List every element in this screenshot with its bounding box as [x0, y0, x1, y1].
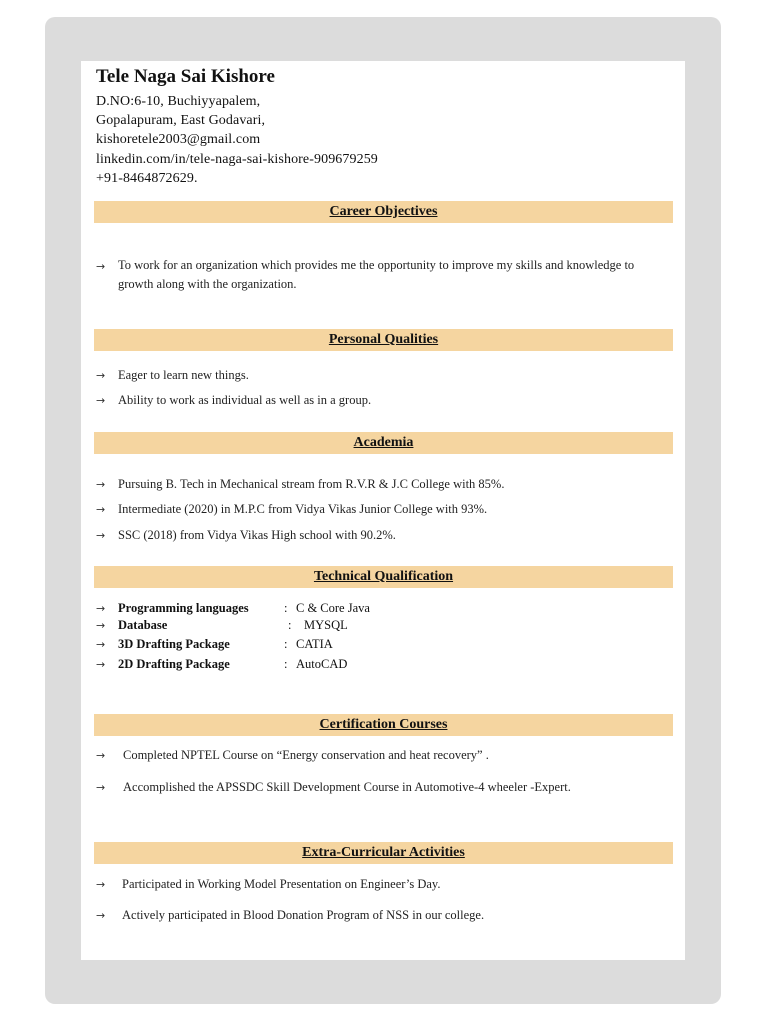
arrow-bullet-icon: →	[96, 658, 106, 671]
arrow-bullet-icon: →	[96, 369, 106, 382]
section-header-career-objectives: Career Objectives	[94, 201, 673, 223]
arrow-bullet-icon: →	[96, 260, 106, 273]
list-item: → Participated in Working Model Presentation on Engineer’s Day.	[96, 877, 441, 891]
section-header-academia: Academia	[94, 432, 673, 454]
list-item: → Accomplished the APSSDC Skill Development Course in Automotive-4 wheeler -Expert.	[96, 780, 571, 794]
list-item: → Ability to work as individual as well as in a group.	[96, 393, 372, 407]
section-header-extra-curricular: Extra-Curricular Activities	[94, 842, 673, 864]
arrow-bullet-icon: →	[96, 781, 106, 794]
tech-row-3d-drafting: → 3D Drafting Package : CATIA	[96, 637, 333, 651]
arrow-bullet-icon: →	[96, 619, 106, 632]
arrow-bullet-icon: →	[96, 478, 106, 491]
list-item: → Completed NPTEL Course on “Energy conservation and heat recovery” .	[96, 748, 489, 762]
arrow-bullet-icon: →	[96, 878, 106, 891]
tech-row-programming: → Programming languages : C & Core Java	[96, 601, 370, 615]
tech-row-database: → Database : MYSQL	[96, 618, 348, 632]
arrow-bullet-icon: →	[96, 503, 106, 516]
linkedin-url: linkedin.com/in/tele-naga-sai-kishore-909679259	[96, 152, 378, 167]
list-item: → Intermediate (2020) in M.P.C from Vidya Vikas Junior College with 93%.	[96, 502, 488, 516]
section-header-technical-qualification: Technical Qualification	[94, 566, 673, 588]
address-line-1: D.NO:6-10, Buchiyyapalem,	[96, 94, 261, 109]
arrow-bullet-icon: →	[96, 909, 106, 922]
section-header-personal-qualities: Personal Qualities	[94, 329, 673, 351]
arrow-bullet-icon: →	[96, 749, 106, 762]
email: kishoretele2003@gmail.com	[96, 132, 261, 147]
address-line-2: Gopalapuram, East Godavari,	[96, 113, 266, 128]
list-item: → Eager to learn new things.	[96, 368, 249, 382]
arrow-bullet-icon: →	[96, 394, 106, 407]
list-item: → Actively participated in Blood Donation Program of NSS in our college.	[96, 908, 485, 922]
candidate-name: Tele Naga Sai Kishore	[96, 66, 275, 87]
list-item: → SSC (2018) from Vidya Vikas High school with 90.2%.	[96, 528, 396, 542]
section-header-certification-courses: Certification Courses	[94, 714, 673, 736]
arrow-bullet-icon: →	[96, 638, 106, 651]
career-objective-text: To work for an organization which provides me the opportunity to improve my skills and knowledge to growth along with the organization.	[118, 258, 635, 291]
arrow-bullet-icon: →	[96, 529, 106, 542]
list-item: → Pursuing B. Tech in Mechanical stream from R.V.R & J.C College with 85%.	[96, 477, 505, 491]
arrow-bullet-icon: →	[96, 602, 106, 615]
phone: +91-8464872629.	[96, 171, 198, 186]
tech-row-2d-drafting: → 2D Drafting Package : AutoCAD	[96, 657, 348, 671]
